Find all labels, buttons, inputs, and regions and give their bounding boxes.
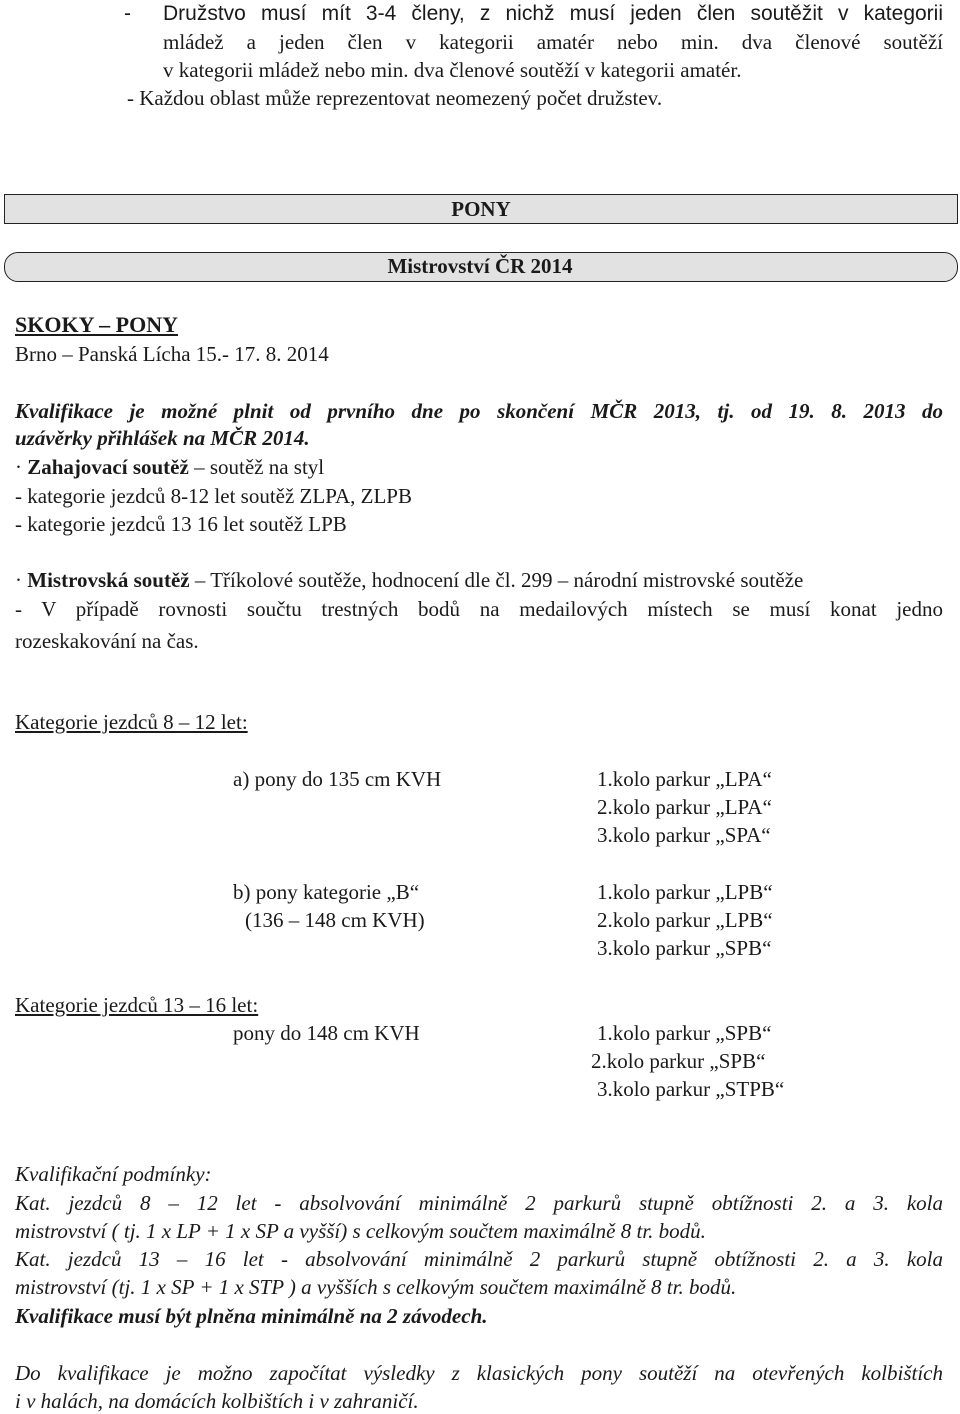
category-13-16-round-1: 1.kolo parkur „SPB“ [597, 1021, 772, 1045]
championship-note-line-1: - V případě rovnosti součtu trestných bodů na medailových místech se musí konat jedno [15, 597, 943, 621]
event-location: Brno – Panská Lícha 15.- 17. 8. 2014 [15, 342, 329, 366]
footer-note-line-2: i v halách, na domácích kolbištích i v zahraničí. [15, 1389, 419, 1413]
category-13-16-heading: Kategorie jezdců 13 – 16 let: [15, 993, 259, 1017]
category-13-16-round-2: 2.kolo parkur „SPB“ [591, 1049, 766, 1073]
opening-competition [15, 455, 324, 480]
intro-line-4: - Každou oblast může reprezentovat neomezený počet družstev. [127, 86, 663, 110]
group-b-label-2: (136 – 148 cm KVH) [245, 908, 425, 932]
conditions-line-3: Kat. jezdců 13 – 16 let - absolvování minimálně 2 parkurů stupně obtížnosti 2. a 3. kola [15, 1247, 943, 1271]
qualification-note-line-2: uzávěrky přihlášek na MČR 2014. [15, 426, 310, 450]
championship-title: Mistrovská soutěž [27, 568, 190, 592]
championship-rest: – Tříkolové soutěže, hodnocení dle čl. 299 – národní mistrovské soutěže [189, 568, 804, 592]
group-a-round-3: 3.kolo parkur „SPA“ [597, 823, 771, 847]
championship-note-line-2: rozeskakování na čas. [15, 629, 199, 653]
opening-title: Zahajovací soutěž [27, 455, 189, 479]
conditions-heading: Kvalifikační podmínky: [15, 1162, 212, 1186]
intro-line-1: Družstvo musí mít 3-4 členy, z nichž musí jeden člen soutěžit v kategorii [163, 2, 943, 25]
conditions-line-2: mistrovství ( tj. 1 x LP + 1 x SP a vyšší) s celkovým součtem maximálně 8 tr. bodů. [15, 1219, 706, 1243]
category-13-16-round-3: 3.kolo parkur „STPB“ [597, 1077, 785, 1101]
category-8-12-heading: Kategorie jezdců 8 – 12 let: [15, 710, 248, 734]
event-title: SKOKY – PONY [15, 312, 178, 337]
intro-line-3: v kategorii mládež nebo min. dva členové soutěží v kategorii amatér. [163, 58, 742, 82]
group-b-round-1: 1.kolo parkur „LPB“ [597, 880, 773, 904]
group-b-label-1: b) pony kategorie „B“ [233, 880, 420, 904]
intro-line-2: mládež a jeden člen v kategorii amatér nebo min. dva členové soutěží [163, 30, 943, 54]
qualification-note-line-1: Kvalifikace je možné plnit od prvního dne po skončení MČR 2013, tj. od 19. 8. 2013 do [15, 399, 943, 423]
opening-cat-1: - kategorie jezdců 8-12 let soutěž ZLPA, ZLPB [15, 484, 412, 508]
conditions-line-1: Kat. jezdců 8 – 12 let - absolvování minimálně 2 parkurů stupně obtížnosti 2. a 3. kola [15, 1191, 943, 1215]
group-a-round-1: 1.kolo parkur „LPA“ [597, 767, 772, 791]
group-a-label: a) pony do 135 cm KVH [233, 767, 442, 791]
group-b-round-2: 2.kolo parkur „LPB“ [597, 908, 773, 932]
bullet: · [15, 455, 22, 479]
group-a-round-2: 2.kolo parkur „LPA“ [597, 795, 772, 819]
group-b-round-3: 3.kolo parkur „SPB“ [597, 936, 772, 960]
opening-rest: – soutěž na styl [188, 455, 325, 479]
footer-note-line-1: Do kvalifikace je možno započítat výsledky z klasických pony soutěží na otevřených kolbištích [15, 1361, 943, 1385]
category-13-16-label: pony do 148 cm KVH [233, 1021, 420, 1045]
opening-cat-2: - kategorie jezdců 13 16 let soutěž LPB [15, 512, 347, 536]
intro-dash: - [124, 2, 131, 25]
pony-title-box: PONY [4, 194, 958, 224]
championship-subtitle: Mistrovství ČR 2014 [387, 254, 573, 278]
bullet: · [15, 568, 22, 592]
conditions-line-4: mistrovství (tj. 1 x SP + 1 x STP ) a vyšších s celkovým součtem maximálně 8 tr. bodů. [15, 1275, 737, 1299]
championship-competition [15, 568, 803, 593]
conditions-line-5: Kvalifikace musí být plněna minimálně na 2 závodech. [15, 1304, 488, 1328]
